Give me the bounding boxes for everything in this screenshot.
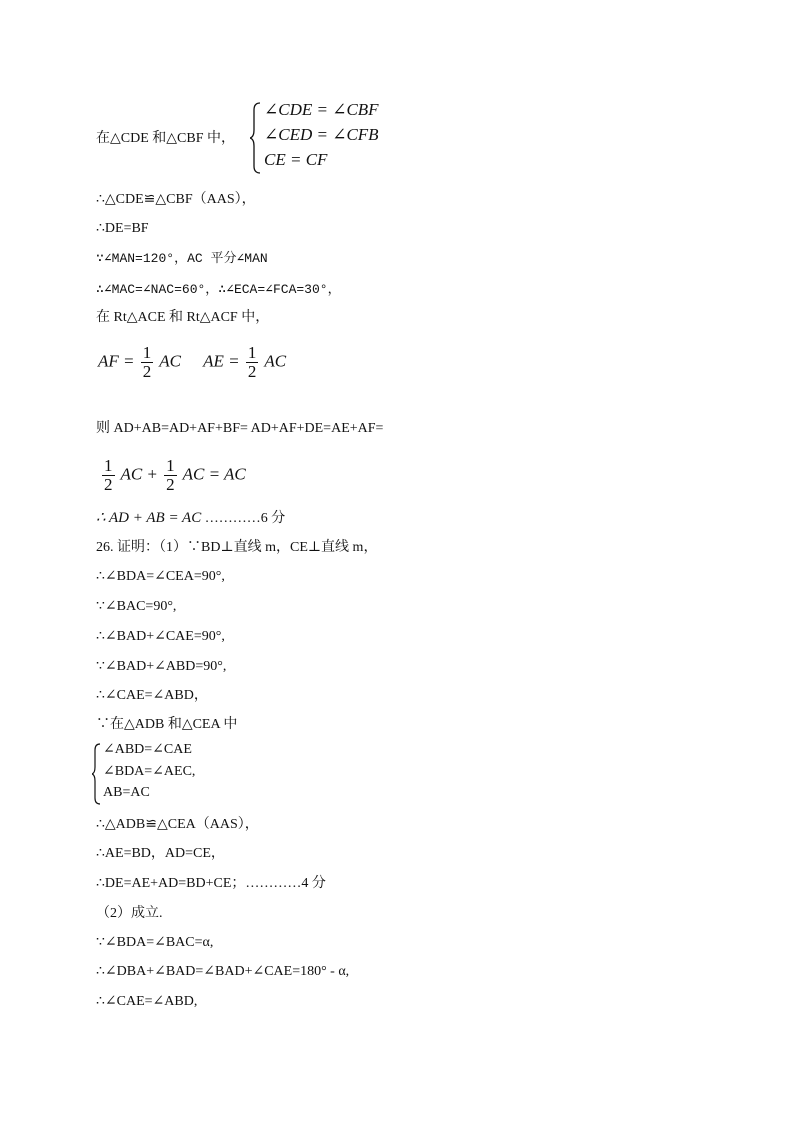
fraction-half: $\frac{1}{2}$ [166, 456, 175, 494]
fraction-half: $\frac{1}{2}$ [247, 343, 257, 381]
text-line: ∴∠DBA+∠BAD=∠BAD+∠CAE=180° - α, [96, 964, 350, 979]
left-brace-icon [92, 743, 102, 805]
text-line: ∴∠BAD+∠CAE=90°, [96, 629, 225, 644]
condition-2: ∠BDA=∠AEC, [103, 764, 196, 779]
conclusion-line [96, 509, 285, 528]
text-line: ∴AE=BD，AD=CE， [96, 846, 225, 861]
text-line: ∴△CDE≌△CBF（AAS）， [96, 192, 256, 207]
fraction-half: $\frac{1}{2}$ [142, 343, 152, 381]
eq1-left-rhs: AC [159, 351, 181, 371]
eq1-right-rhs: AC [264, 351, 287, 371]
text-line: ∵∠BAD+∠ABD=90°, [96, 659, 227, 674]
text-line: ∵在△ADB 和△CEA 中 [96, 717, 238, 732]
text-line: ∴∠BDA=∠CEA=90°, [96, 569, 225, 584]
text-line: ∴∠CAE=∠ABD, [96, 994, 198, 1009]
left-brace-icon [250, 102, 262, 174]
conclusion-math: ∴ AD + AB = AC [96, 510, 202, 526]
intro-line: 在△CDE 和△CBF 中， [96, 131, 235, 146]
fraction-half: $\frac{1}{2}$ [104, 456, 113, 494]
then-line: 则 AD+AB=AD+AF+BF= AD+AF+DE=AE+AF= [96, 421, 384, 436]
condition-3: CE = CF [264, 150, 328, 169]
eq2-term-1: AC + [120, 464, 158, 484]
text-line: 在 Rt△ACE 和 Rt△ACF 中， [96, 310, 270, 325]
condition-2: ∠CED = ∠CFB [264, 125, 379, 144]
eq1-right-lhs: AE = [203, 351, 240, 371]
condition-1: ∠CDE = ∠CBF [264, 100, 379, 119]
score-mark: …………6 分 [204, 511, 286, 526]
text-line: ∴∠CAE=∠ABD， [96, 688, 208, 703]
text-line: ∴DE=BF [96, 221, 149, 236]
text-line: 26. 证明：（1）∵BD⊥直线 m，CE⊥直线 m， [96, 540, 378, 555]
condition-1: ∠ABD=∠CAE [103, 742, 192, 757]
equation-af-ae [98, 344, 286, 381]
condition-3: AB=AC [103, 785, 150, 800]
text-line: ∴△ADB≌△CEA（AAS）， [96, 817, 259, 832]
text-line: ∵∠MAN=120°，AC 平分∠MAN [96, 251, 268, 266]
equation-sum [100, 457, 246, 494]
text-line: ∵∠BAC=90°, [96, 599, 177, 614]
eq2-term-2: AC = AC [182, 464, 246, 484]
text-line: ∵∠BDA=∠BAC=α, [96, 935, 214, 950]
text-line: ∴∠MAC=∠NAC=60°，∴∠ECA=∠FCA=30°， [96, 282, 341, 297]
text-line: ∴DE=AE+AD=BD+CE；…………4 分 [96, 876, 326, 891]
eq1-left-lhs: AF = [98, 351, 135, 371]
text-line: （2）成立. [96, 906, 163, 921]
